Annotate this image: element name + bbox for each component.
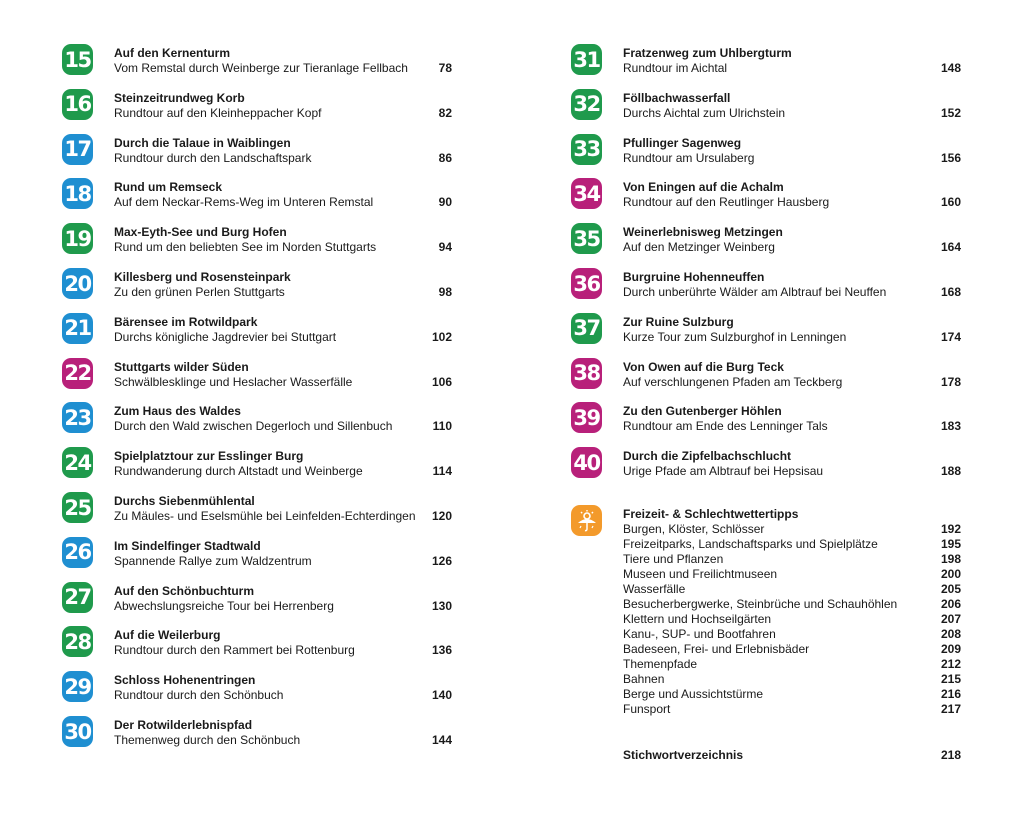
tour-title: Föllbachwasserfall bbox=[623, 90, 731, 105]
tour-title: Auf den Schönbuchturm bbox=[114, 583, 254, 598]
tour-number-badge: 35 bbox=[571, 223, 602, 254]
tour-title: Zum Haus des Waldes bbox=[114, 404, 241, 419]
tour-title: Killesberg und Rosensteinpark bbox=[114, 270, 291, 284]
page-number: 86 bbox=[438, 150, 452, 165]
tour-number-badge: 36 bbox=[571, 268, 602, 299]
tour-title: Weinerlebnisweg Metzingen bbox=[623, 225, 783, 240]
tip-page-number: 215 bbox=[940, 672, 961, 686]
tour-title: Rund um Remseck bbox=[114, 180, 223, 195]
tour-title: Schloss Hohenentringen bbox=[114, 673, 256, 688]
tour-number-badge: 30 bbox=[62, 716, 93, 747]
tour-subtitle: Rundtour auf den Kleinheppacher Kopf bbox=[114, 105, 322, 120]
toc-entry[interactable] bbox=[62, 89, 452, 123]
tip-page-number: 216 bbox=[940, 687, 961, 701]
tour-number-badge: 24 bbox=[62, 447, 93, 478]
toc-entry[interactable] bbox=[62, 447, 452, 481]
toc-entry[interactable] bbox=[62, 178, 452, 212]
tip-label: Tiere und Pflanzen bbox=[623, 552, 724, 566]
toc-entry[interactable] bbox=[571, 447, 961, 481]
tour-title: Bärensee im Rotwildpark bbox=[114, 314, 258, 329]
page-number: 130 bbox=[431, 598, 452, 613]
page-number: 152 bbox=[940, 105, 961, 120]
toc-entry[interactable] bbox=[571, 402, 961, 436]
tip-label: Bahnen bbox=[623, 672, 665, 686]
tour-title: Zur Ruine Sulzburg bbox=[623, 314, 734, 329]
tip-label: Kanu-, SUP- und Bootfahren bbox=[623, 627, 776, 641]
tour-subtitle: Durch den Wald zwischen Degerloch und Sillenbuch bbox=[114, 419, 393, 434]
toc-entry[interactable] bbox=[62, 134, 452, 168]
tour-number-badge: 28 bbox=[62, 626, 93, 657]
tour-title: Von Eningen auf die Achalm bbox=[623, 180, 784, 195]
index-label: Stichwortverzeichnis bbox=[623, 748, 744, 762]
tip-label: Badeseen, Frei- und Erlebnisbäder bbox=[623, 642, 810, 656]
page-number: 114 bbox=[432, 464, 452, 479]
tour-number-badge: 18 bbox=[62, 178, 93, 209]
toc-entry[interactable] bbox=[62, 313, 452, 347]
tour-title: Stuttgarts wilder Süden bbox=[114, 359, 249, 374]
toc-entry[interactable] bbox=[62, 268, 452, 302]
tip-page-number: 207 bbox=[940, 612, 961, 626]
tour-subtitle: Rundtour am Ende des Lenninger Tals bbox=[623, 419, 828, 434]
page-number: 98 bbox=[438, 285, 452, 299]
tour-number-badge: 26 bbox=[62, 537, 93, 568]
index-page-number: 218 bbox=[940, 748, 961, 762]
page-number: 178 bbox=[940, 374, 961, 389]
tour-subtitle: Urige Pfade am Albtrauf bei Hepsisau bbox=[623, 464, 824, 479]
tour-number-badge: 25 bbox=[62, 492, 93, 523]
page-number: 106 bbox=[431, 374, 452, 389]
page-number: 136 bbox=[431, 643, 452, 658]
tour-number-badge: 27 bbox=[62, 582, 93, 613]
tour-number-badge: 17 bbox=[62, 134, 93, 165]
tour-number-badge: 23 bbox=[62, 402, 93, 433]
tour-number-badge: 31 bbox=[571, 44, 602, 75]
tip-item[interactable] bbox=[623, 567, 961, 582]
tour-title: Pfullinger Sagenweg bbox=[623, 135, 742, 150]
tour-number-badge: 32 bbox=[571, 89, 602, 120]
tour-subtitle: Abwechslungsreiche Tour bei Herrenberg bbox=[114, 598, 334, 613]
tip-label: Wasserfälle bbox=[623, 582, 686, 596]
toc-entry[interactable] bbox=[571, 178, 961, 212]
tour-subtitle: Rund um den beliebten See im Norden Stuttgarts bbox=[114, 240, 377, 255]
toc-entry[interactable] bbox=[571, 268, 961, 302]
toc-entry[interactable] bbox=[62, 626, 452, 660]
tip-page-number: 209 bbox=[940, 642, 961, 656]
toc-entry[interactable] bbox=[62, 358, 452, 392]
tip-label: Berge und Aussichtstürme bbox=[623, 687, 764, 701]
tour-number-badge: 15 bbox=[62, 44, 93, 75]
tip-item[interactable] bbox=[623, 597, 961, 612]
toc-entry[interactable] bbox=[571, 358, 961, 392]
page-number: 183 bbox=[940, 419, 961, 434]
tip-item[interactable] bbox=[623, 687, 961, 702]
toc-entry[interactable] bbox=[62, 716, 452, 750]
umbrella-sun-icon bbox=[571, 505, 602, 536]
page-number: 168 bbox=[940, 285, 961, 299]
page-number: 174 bbox=[940, 329, 961, 344]
toc-entry[interactable] bbox=[571, 134, 961, 168]
page-number: 164 bbox=[940, 240, 961, 255]
tour-subtitle: Rundtour auf den Reutlinger Hausberg bbox=[623, 195, 830, 210]
page-number: 188 bbox=[940, 464, 961, 479]
tour-subtitle: Rundtour durch den Rammert bei Rottenburg bbox=[114, 643, 355, 658]
tour-title: Auf die Weilerburg bbox=[114, 628, 221, 643]
page-number: 78 bbox=[438, 61, 452, 75]
toc-entry[interactable] bbox=[571, 223, 961, 257]
tour-title: Durch die Zipfelbachschlucht bbox=[623, 449, 792, 464]
tour-number-badge: 22 bbox=[62, 358, 93, 389]
tip-page-number: 198 bbox=[940, 552, 961, 566]
tour-title: Burgruine Hohenneuffen bbox=[623, 270, 765, 284]
page-number: 94 bbox=[438, 240, 452, 255]
tip-label: Burgen, Klöster, Schlösser bbox=[623, 522, 765, 536]
tip-label: Besucherbergwerke, Steinbrüche und Schauhöhlen bbox=[623, 597, 898, 611]
tips-title: Freizeit- & Schlechtwettertipps bbox=[623, 507, 799, 521]
tip-item[interactable] bbox=[623, 642, 961, 657]
tour-subtitle: Durch unberührte Wälder am Albtrauf bei Neuffen bbox=[623, 285, 887, 299]
tip-page-number: 192 bbox=[940, 522, 961, 536]
tip-page-number: 200 bbox=[940, 567, 961, 581]
page-number: 110 bbox=[432, 419, 452, 434]
page-number: 156 bbox=[940, 150, 961, 165]
tour-subtitle: Kurze Tour zum Sulzburghof in Lenningen bbox=[623, 329, 847, 344]
tour-number-badge: 34 bbox=[571, 178, 602, 209]
toc-entry[interactable] bbox=[62, 537, 452, 571]
tour-subtitle: Rundtour im Aichtal bbox=[623, 61, 728, 75]
tour-number-badge: 16 bbox=[62, 89, 93, 120]
tour-subtitle: Zu den grünen Perlen Stuttgarts bbox=[114, 285, 285, 299]
tour-subtitle: Themenweg durch den Schönbuch bbox=[114, 733, 301, 747]
tip-label: Themenpfade bbox=[623, 657, 698, 671]
toc-entry[interactable] bbox=[62, 402, 452, 436]
tour-title: Fratzenweg zum Uhlbergturm bbox=[623, 46, 792, 60]
tip-page-number: 206 bbox=[940, 597, 961, 611]
tip-page-number: 212 bbox=[940, 657, 961, 671]
toc-entry[interactable] bbox=[62, 44, 452, 78]
tip-item[interactable] bbox=[623, 702, 961, 717]
toc-entry[interactable] bbox=[571, 313, 961, 347]
tip-page-number: 217 bbox=[940, 702, 961, 716]
tip-item[interactable] bbox=[623, 522, 961, 537]
tour-title: Max-Eyth-See und Burg Hofen bbox=[114, 225, 287, 240]
tip-page-number: 208 bbox=[940, 627, 961, 641]
tip-item[interactable] bbox=[623, 627, 961, 642]
toc-entry[interactable] bbox=[62, 223, 452, 257]
toc-entry[interactable] bbox=[571, 89, 961, 123]
tip-label: Freizeitparks, Landschaftsparks und Spielplätze bbox=[623, 537, 878, 551]
tour-subtitle: Rundtour durch den Schönbuch bbox=[114, 688, 284, 703]
tour-number-badge: 37 bbox=[571, 313, 602, 344]
tip-item[interactable] bbox=[623, 582, 961, 597]
page-number: 144 bbox=[431, 733, 452, 747]
tour-number-badge: 39 bbox=[571, 402, 602, 433]
tip-item[interactable] bbox=[623, 612, 961, 627]
tip-item[interactable] bbox=[623, 537, 961, 552]
tour-title: Durchs Siebenmühlental bbox=[114, 494, 255, 508]
toc-entry[interactable] bbox=[62, 671, 452, 705]
tour-number-badge: 29 bbox=[62, 671, 93, 702]
tour-title: Steinzeitrundweg Korb bbox=[114, 90, 245, 105]
tip-label: Funsport bbox=[623, 702, 671, 716]
tour-subtitle: Spannende Rallye zum Waldzentrum bbox=[114, 553, 312, 568]
tour-number-badge: 20 bbox=[62, 268, 93, 299]
tip-label: Museen und Freilichtmuseen bbox=[623, 567, 778, 581]
tour-subtitle: Rundtour durch den Landschaftspark bbox=[114, 150, 312, 165]
toc-entry[interactable] bbox=[62, 492, 452, 526]
tour-title: Auf den Kernenturm bbox=[114, 46, 231, 60]
tour-subtitle: Auf den Metzinger Weinberg bbox=[623, 240, 775, 255]
tour-subtitle: Zu Mäules- und Eselsmühle bei Leinfelden-Echterdingen bbox=[114, 509, 416, 523]
tip-page-number: 205 bbox=[940, 582, 961, 596]
tour-number-badge: 38 bbox=[571, 358, 602, 389]
tour-number-badge: 33 bbox=[571, 134, 602, 165]
tour-title: Spielplatztour zur Esslinger Burg bbox=[114, 449, 304, 464]
tour-subtitle: Rundtour am Ursulaberg bbox=[623, 150, 755, 165]
tour-subtitle: Auf verschlungenen Pfaden am Teckberg bbox=[623, 374, 843, 389]
tip-item[interactable] bbox=[623, 552, 961, 567]
tip-label: Klettern und Hochseilgärten bbox=[623, 612, 772, 626]
tour-number-badge: 40 bbox=[571, 447, 602, 478]
tour-title: Zu den Gutenberger Höhlen bbox=[623, 404, 782, 419]
tour-subtitle: Rundwanderung durch Altstadt und Weinberge bbox=[114, 464, 363, 479]
tour-subtitle: Durchs Aichtal zum Ulrichstein bbox=[623, 105, 786, 120]
tip-page-number: 195 bbox=[940, 537, 961, 551]
tour-title: Im Sindelfinger Stadtwald bbox=[114, 538, 261, 553]
tour-title: Durch die Talaue in Waiblingen bbox=[114, 135, 291, 150]
tour-subtitle: Auf dem Neckar-Rems-Weg im Unteren Remstal bbox=[114, 195, 374, 210]
tour-number-badge: 21 bbox=[62, 313, 93, 344]
toc-entry[interactable] bbox=[62, 582, 452, 616]
tour-subtitle: Vom Remstal durch Weinberge zur Tieranlage Fellbach bbox=[114, 61, 408, 75]
toc-entry[interactable] bbox=[571, 44, 961, 78]
tour-number-badge: 19 bbox=[62, 223, 93, 254]
tour-title: Der Rotwilderlebnispfad bbox=[114, 718, 253, 732]
page-number: 160 bbox=[940, 195, 961, 210]
page-number: 140 bbox=[431, 688, 452, 703]
tour-title: Von Owen auf die Burg Teck bbox=[623, 359, 784, 374]
page-number: 148 bbox=[940, 61, 961, 75]
page-number: 82 bbox=[438, 105, 452, 120]
tip-item[interactable] bbox=[623, 657, 961, 672]
page-number: 102 bbox=[431, 329, 452, 344]
tour-subtitle: Durchs königliche Jagdrevier bei Stuttgart bbox=[114, 329, 337, 344]
page-number: 120 bbox=[431, 509, 452, 523]
tip-item[interactable] bbox=[623, 672, 961, 687]
page-number: 126 bbox=[431, 553, 452, 568]
tour-subtitle: Schwälblesklinge und Heslacher Wasserfälle bbox=[114, 374, 353, 389]
page-number: 90 bbox=[438, 195, 452, 210]
